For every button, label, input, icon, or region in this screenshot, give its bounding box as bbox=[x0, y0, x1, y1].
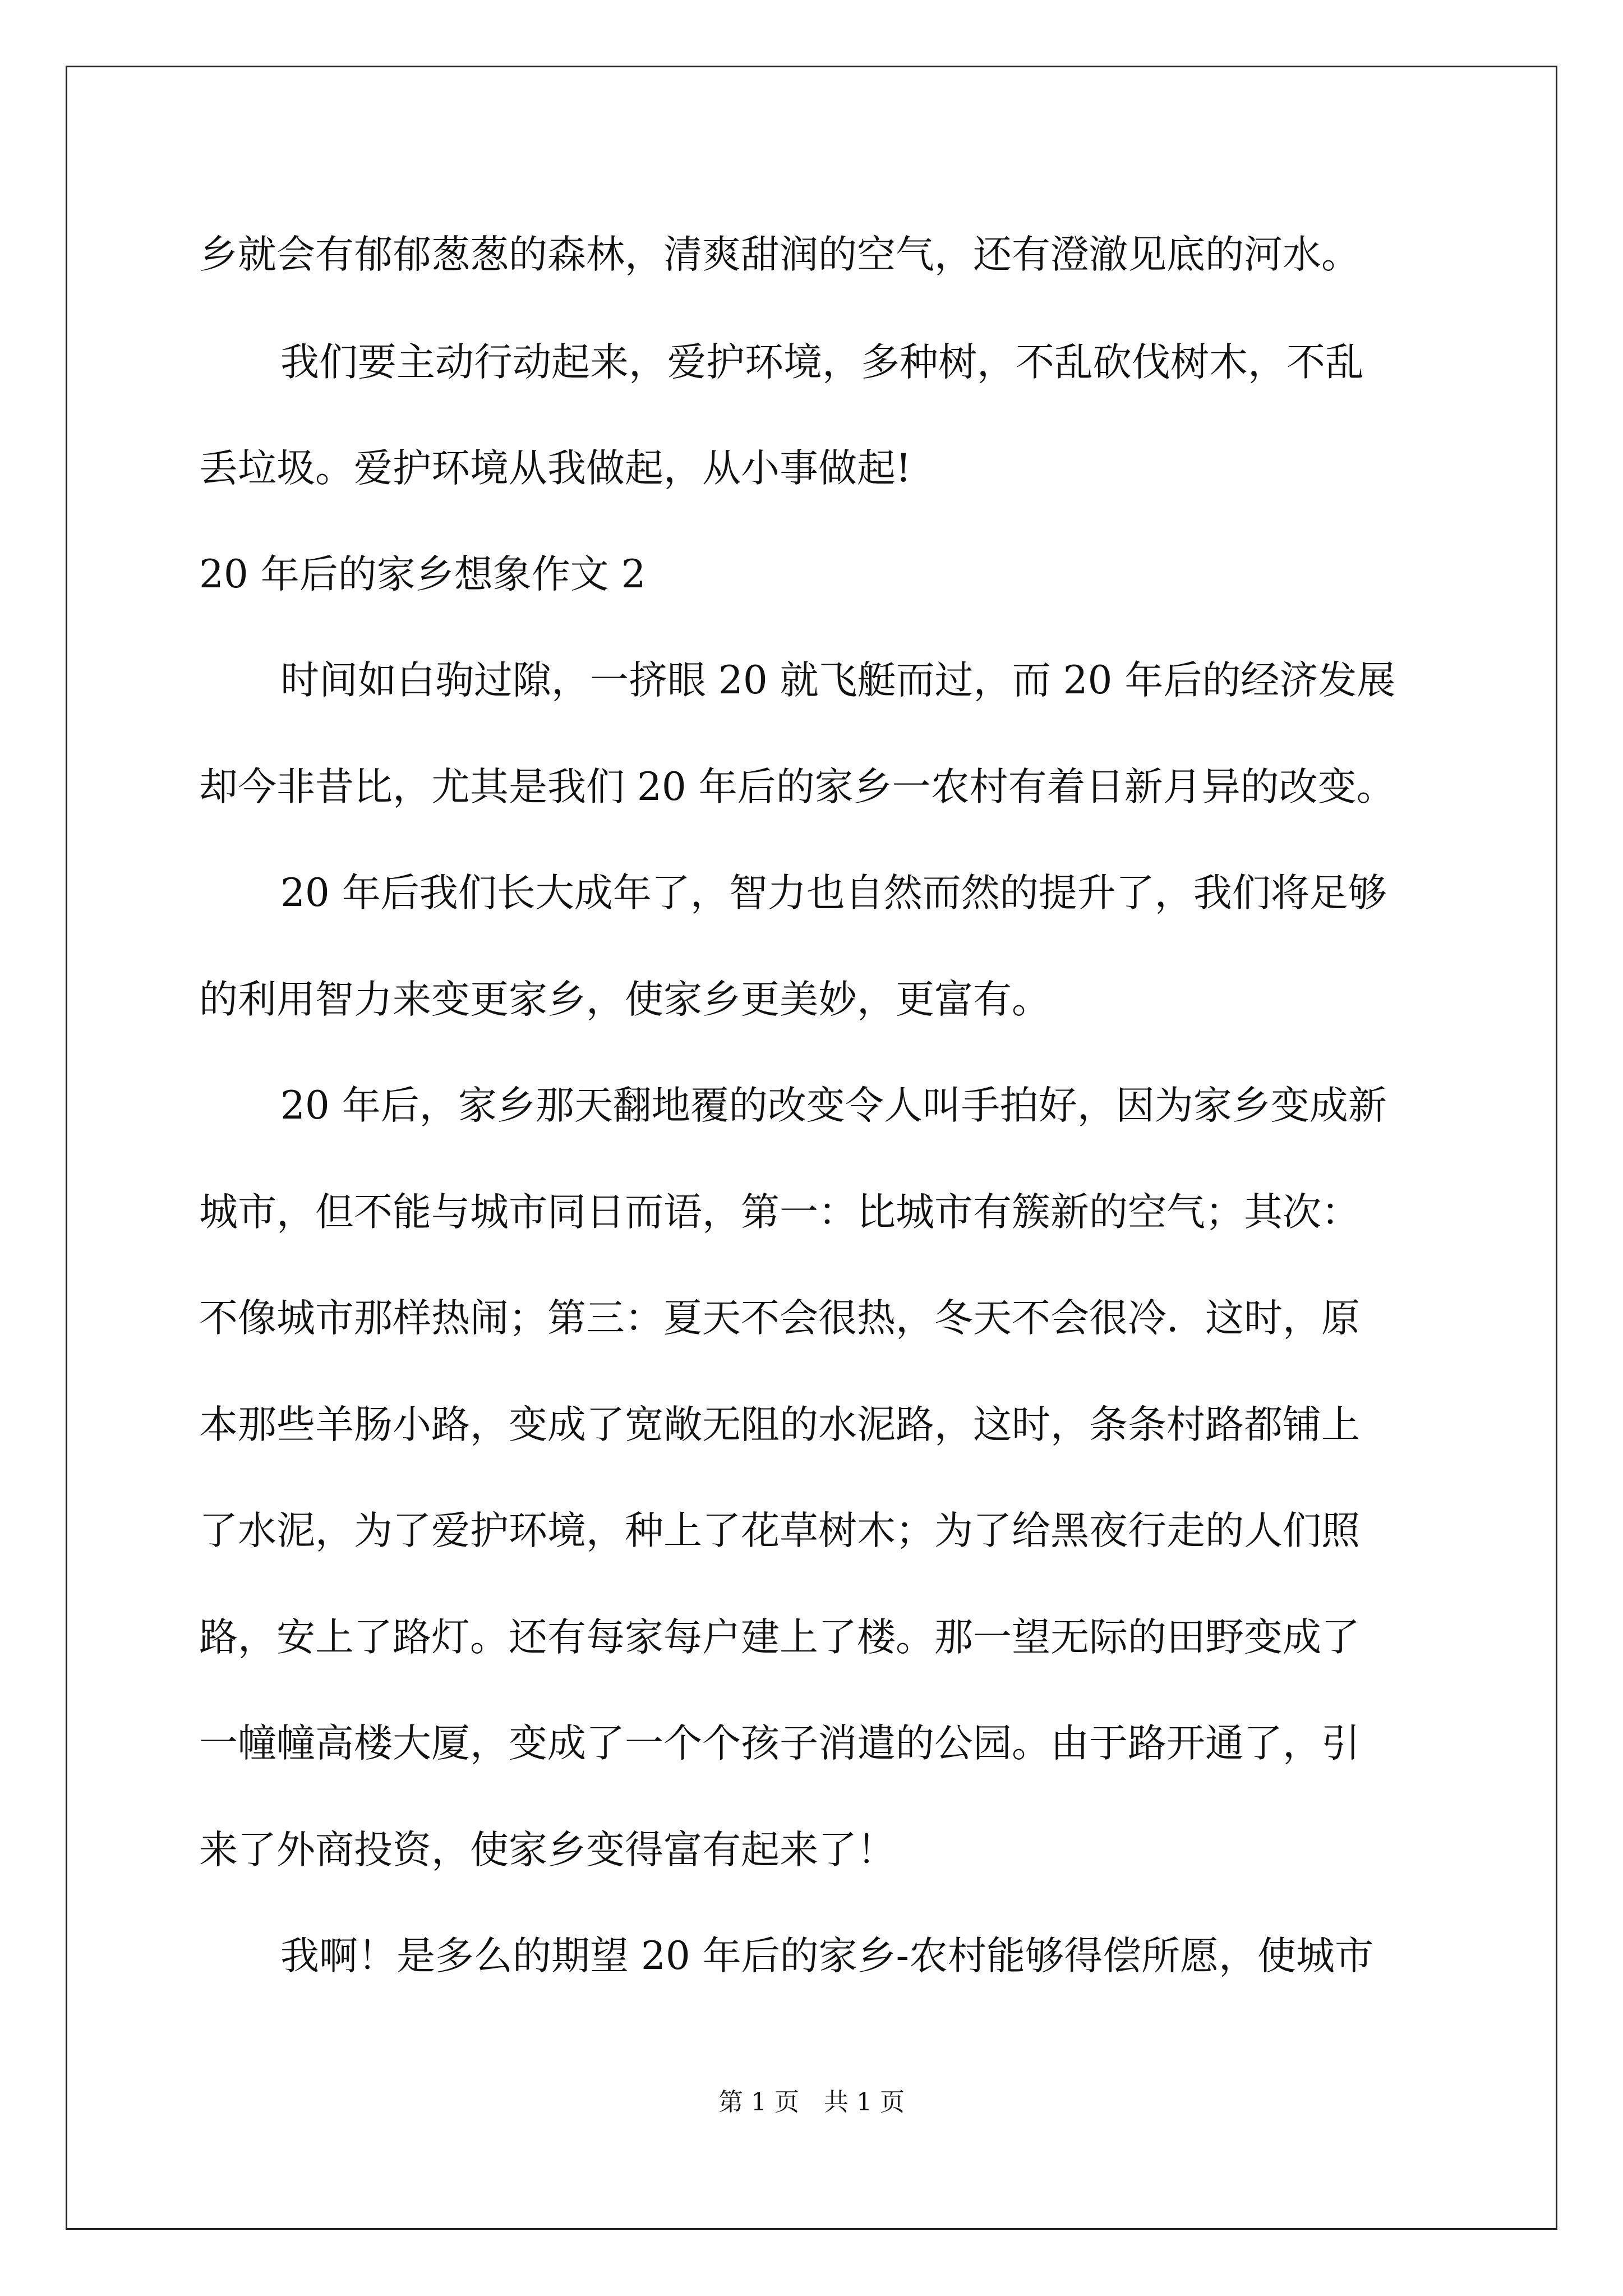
text-line-7: 20 年后我们长大成年了，智力也自然而然的提升了，我们将足够 bbox=[280, 871, 1387, 915]
text-line-14: 路，安上了路灯。还有每家每户建上了楼。那一望无际的田野变成了 bbox=[199, 1615, 1360, 1660]
text-line-9: 20 年后，家乡那天翻地覆的改变令人叫手拍好，因为家乡变成新 bbox=[280, 1083, 1387, 1128]
text-line-6: 却今非昔比，尤其是我们 20 年后的家乡一农村有着日新月异的改变。 bbox=[199, 765, 1395, 809]
text-line-13: 了水泥，为了爱护环境，种上了花草树木；为了给黑夜行走的人们照 bbox=[199, 1508, 1360, 1553]
text-line-10: 城市，但不能与城市同日而语，第一：比城市有簇新的空气；其次： bbox=[199, 1190, 1360, 1235]
text-line-15: 一幢幢高楼大厦，变成了一个个孩子消遣的公园。由于路开通了，引 bbox=[199, 1721, 1360, 1766]
text-line-16: 来了外商投资，使家乡变得富有起来了！ bbox=[199, 1828, 896, 1872]
text-line-17: 我啊！是多么的期望 20 年后的家乡-农村能够得偿所愿，使城市 bbox=[280, 1934, 1373, 1978]
text-line-12: 本那些羊肠小路，变成了宽敞无阻的水泥路，这时，条条村路都铺上 bbox=[199, 1402, 1360, 1447]
text-line-8: 的利用智力来变更家乡，使家乡更美妙，更富有。 bbox=[199, 977, 1050, 1022]
text-line-3: 丢垃圾。爱护环境从我做起，从小事做起! bbox=[199, 446, 911, 491]
text-line-5: 时间如白驹过隙，一挤眼 20 就飞艇而过，而 20 年后的经济发展 bbox=[280, 658, 1396, 703]
page-border bbox=[66, 66, 1557, 2230]
section-heading: 20 年后的家乡想象作文 2 bbox=[199, 552, 646, 597]
text-line-11: 不像城市那样热闹；第三：夏天不会很热，冬天不会很冷．这时，原 bbox=[199, 1296, 1360, 1341]
page-number-footer: 第 1 页 共 1 页 bbox=[718, 2088, 905, 2116]
text-line-1: 乡就会有郁郁葱葱的森林，清爽甜润的空气，还有澄澈见底的河水。 bbox=[199, 232, 1360, 277]
text-line-2: 我们要主动行动起来，爱护环境，多种树，不乱砍伐树木，不乱 bbox=[280, 340, 1364, 385]
